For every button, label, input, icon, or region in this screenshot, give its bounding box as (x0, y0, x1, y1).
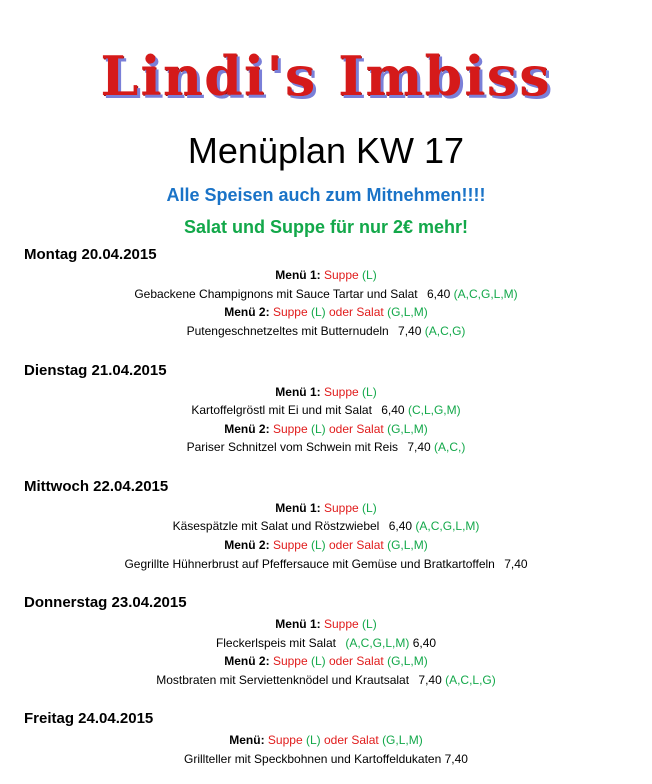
dish-name: Mostbraten mit Serviettenknödel und Krautsalat (156, 673, 410, 687)
menu2-label: Menü 2: (224, 422, 270, 436)
salad-label: Salat (356, 654, 384, 668)
dish2-line (0, 438, 652, 456)
allergen-code: (L) (362, 501, 377, 515)
dish1-line (0, 285, 652, 303)
menu2-line (0, 652, 652, 670)
menu-label: Menü: (229, 733, 265, 747)
allergen-code: (A,C,G,L,M) (345, 636, 410, 650)
allergen-code: (L) (310, 654, 326, 668)
allergen-code: (L) (362, 617, 377, 631)
salad-label: Salat (356, 538, 384, 552)
allergen-code: (L) (310, 305, 326, 319)
allergen-code: (G,L,M) (387, 538, 428, 552)
day-heading-tuesday: Dienstag 21.04.2015 (24, 362, 167, 379)
menu2-line (0, 303, 652, 321)
dish-price: 6,40 (381, 403, 405, 417)
dish-price: 6,40 (388, 519, 413, 533)
soup-label: Suppe (267, 733, 303, 747)
dish2-line (0, 671, 652, 689)
menu-line (0, 731, 652, 749)
menu1-line (0, 266, 652, 284)
menu2-label: Menü 2: (224, 654, 270, 668)
menu1-line (0, 383, 652, 401)
page-title: Menüplan KW 17 (187, 130, 465, 171)
soup-label: Suppe (323, 617, 359, 631)
allergen-code: (L) (310, 538, 326, 552)
menu2-label: Menü 2: (224, 305, 270, 319)
dish-name: Grillteller mit Speckbohnen und Kartoffeldukaten (184, 752, 442, 766)
soup-label: Suppe (323, 501, 359, 515)
day-heading-thursday: Donnerstag 23.04.2015 (24, 594, 187, 611)
soup-label: Suppe (272, 305, 308, 319)
or-label: oder (323, 733, 349, 747)
allergen-code: (G,L,M) (387, 654, 428, 668)
allergen-code: (C,L,G,M) (407, 403, 461, 417)
or-label: oder (329, 422, 354, 436)
menu2-line (0, 420, 652, 438)
soup-label: Suppe (272, 422, 308, 436)
dish1-line (0, 401, 652, 419)
dish-name: Pariser Schnitzel vom Schwein mit Reis (186, 440, 398, 454)
allergen-code: (G,L,M) (387, 422, 428, 436)
dish-name: Kartoffelgröstl mit Ei und mit Salat (191, 403, 372, 417)
dish2-line (0, 322, 652, 340)
soup-label: Suppe (323, 268, 359, 282)
takeaway-notice: Alle Speisen auch zum Mitnehmen!!!! (166, 185, 486, 205)
dish-name: Fleckerlspeis mit Salat (215, 636, 336, 650)
dish-price: 7,40 (407, 440, 431, 454)
allergen-code: (A,C,G) (424, 324, 466, 338)
salad-label: Salat (351, 733, 379, 747)
salad-label: Salat (356, 422, 384, 436)
or-label: oder (329, 654, 354, 668)
day-heading-friday: Freitag 24.04.2015 (24, 710, 154, 727)
allergen-code: (A,C,) (434, 440, 466, 454)
allergen-code: (L) (362, 268, 377, 282)
allergen-code: (L) (362, 385, 377, 399)
menu2-label: Menü 2: (224, 538, 270, 552)
menu1-label: Menü 1: (275, 617, 321, 631)
allergen-code: (G,L,M) (382, 733, 423, 747)
dish-price: 6,40 (426, 287, 451, 301)
menu1-line (0, 615, 652, 633)
dish-price: 7,40 (418, 673, 442, 687)
menu2-line (0, 536, 652, 554)
dish-name: Putengeschnetzeltes mit Butternudeln (186, 324, 389, 338)
soup-label: Suppe (272, 654, 308, 668)
dish2-line (0, 555, 652, 573)
salad-label: Salat (356, 305, 384, 319)
soup-label: Suppe (323, 385, 359, 399)
dish-name: Gegrillte Hühnerbrust auf Pfeffersauce mit Gemüse und Bratkartoffeln (124, 557, 495, 571)
dish-price: 7,40 (444, 752, 468, 766)
menu1-label: Menü 1: (275, 268, 321, 282)
dish-price: 7,40 (398, 324, 422, 338)
dish-price: 7,40 (504, 557, 528, 571)
dish-name: Käsespätzle mit Salat und Röstzwiebel (172, 519, 380, 533)
or-label: oder (329, 305, 354, 319)
dish-price: 6,40 (412, 636, 437, 650)
allergen-code: (A,C,L,G) (445, 673, 496, 687)
dish-name: Gebackene Champignons mit Sauce Tartar und Salat (134, 287, 418, 301)
day-heading-wednesday: Mittwoch 22.04.2015 (24, 478, 169, 495)
dish1-line (0, 634, 652, 652)
soup-label: Suppe (272, 538, 308, 552)
offer-notice: Salat und Suppe für nur 2€ mehr! (183, 217, 469, 237)
dish1-line (0, 517, 652, 535)
allergen-code: (A,C,G,L,M) (453, 287, 518, 301)
or-label: oder (329, 538, 354, 552)
allergen-code: (A,C,G,L,M) (415, 519, 480, 533)
menu1-line (0, 499, 652, 517)
menu1-label: Menü 1: (275, 501, 321, 515)
dish1-line (0, 750, 652, 768)
allergen-code: (L) (310, 422, 326, 436)
menu1-label: Menü 1: (275, 385, 321, 399)
allergen-code: (G,L,M) (387, 305, 428, 319)
allergen-code: (L) (305, 733, 321, 747)
restaurant-logo: Lindi's Imbiss (100, 44, 552, 108)
day-heading-monday: Montag 20.04.2015 (24, 246, 157, 263)
